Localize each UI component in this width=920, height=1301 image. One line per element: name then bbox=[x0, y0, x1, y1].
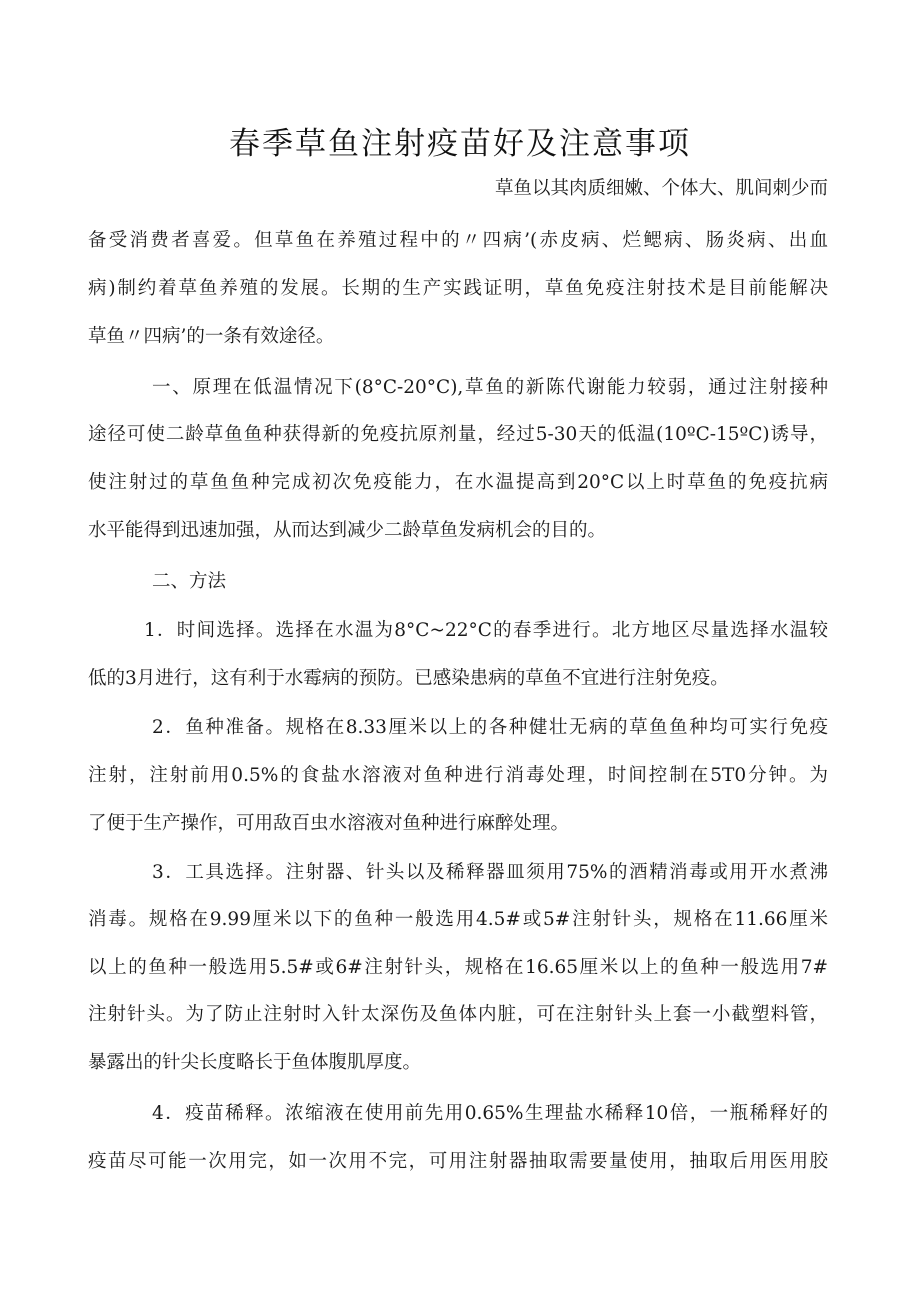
text-line: 3．工具选择。注射器、针头以及稀释器皿须用75%的酒精消毒或用开水煮沸 bbox=[152, 862, 828, 883]
text-line: 低的3月进行，这有利于水霉病的预防。已感染患病的草鱼不宜进行注射免疫。 bbox=[88, 668, 729, 689]
text-line: 途径可使二龄草鱼鱼种获得新的免疫抗原剂量，经过5-30天的低温(10ºC-15ºC)诱导， bbox=[88, 424, 828, 445]
text-line: 注射，注射前用0.5%的食盐水溶液对鱼种进行消毒处理，时间控制在5T0分钟。为 bbox=[88, 765, 828, 786]
text-line: 草鱼〃四病’的一条有效途径。 bbox=[88, 326, 335, 347]
text-line: 疫苗尽可能一次用完，如一次用不完，可用注射器抽取需要量使用，抽取后用医用胶 bbox=[88, 1151, 828, 1172]
text-line: 注射针头。为了防止注射时入针太深伤及鱼体内脏，可在注射针头上套一小截塑料管， bbox=[88, 1004, 828, 1025]
text-line: 使注射过的草鱼鱼种完成初次免疫能力，在水温提高到20°C以上时草鱼的免疫抗病 bbox=[88, 472, 828, 493]
document-title: 春季草鱼注射疫苗好及注意事项 bbox=[229, 126, 691, 162]
text-line: 1．时间选择。选择在水温为8°C~22°C的春季进行。北方地区尽量选择水温较 bbox=[144, 620, 828, 641]
text-line: 水平能得到迅速加强，从而达到减少二龄草鱼发病机会的目的。 bbox=[88, 520, 607, 541]
text-line: 消毒。规格在9.99厘米以下的鱼种一般选用4.5#或5#注射针头，规格在11.66厘米 bbox=[88, 909, 828, 930]
text-line: 暴露出的针尖长度略长于鱼体腹肌厚度。 bbox=[88, 1052, 422, 1073]
text-line: 草鱼以其肉质细嫩、个体大、肌间刺少而 bbox=[494, 178, 828, 199]
section-heading: 二、方法 bbox=[152, 571, 227, 592]
text-line: 以上的鱼种一般选用5.5#或6#注射针头，规格在16.65厘米以上的鱼种一般选用7# bbox=[88, 957, 828, 978]
text-line: 病)制约着草鱼养殖的发展。长期的生产实践证明，草鱼免疫注射技术是目前能解决 bbox=[88, 278, 828, 299]
text-line: 一、原理在低温情况下(8°C-20°C),草鱼的新陈代谢能力较弱，通过注射接种 bbox=[152, 377, 828, 398]
text-line: 2．鱼种准备。规格在8.33厘米以上的各种健壮无病的草鱼鱼种均可实行免疫 bbox=[152, 717, 828, 738]
text-line: 了便于生产操作，可用敌百虫水溶液对鱼种进行麻醉处理。 bbox=[88, 813, 570, 834]
text-line: 备受消费者喜爱。但草鱼在养殖过程中的〃四病’(赤皮病、烂鳃病、肠炎病、出血 bbox=[88, 230, 828, 251]
text-line: 4．疫苗稀释。浓缩液在使用前先用0.65%生理盐水稀释10倍，一瓶稀释好的 bbox=[152, 1103, 828, 1124]
